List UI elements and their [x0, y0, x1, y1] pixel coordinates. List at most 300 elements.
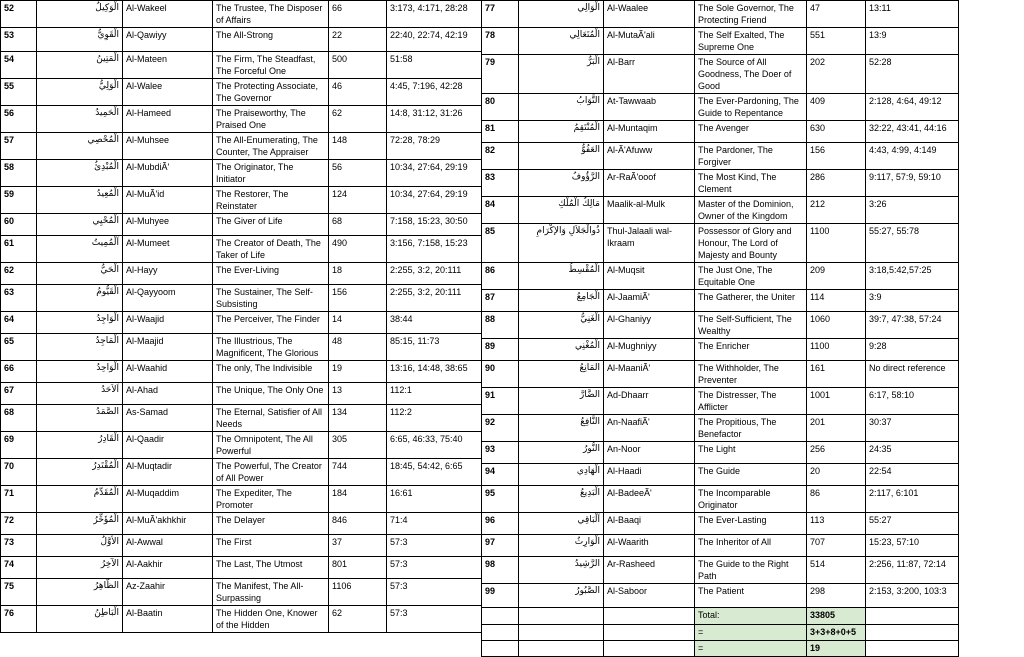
numeric-value: 490	[329, 236, 387, 263]
table-row	[482, 1, 959, 28]
table-row	[1, 459, 482, 486]
quran-references: 4:45, 7:196, 42:28	[387, 79, 482, 106]
transliteration: An-Noor	[604, 442, 695, 464]
transliteration: Ar-Rasheed	[604, 557, 695, 584]
name-number: 52	[1, 1, 37, 28]
table-row	[482, 584, 959, 608]
table-row	[482, 263, 959, 290]
table-row	[1, 579, 482, 606]
arabic-name: الْبَاطِنُ	[37, 606, 123, 633]
table-row	[482, 557, 959, 584]
name-number: 88	[482, 312, 519, 339]
arabic-name: مَالِكُ الْمُلْكِ	[519, 197, 604, 224]
arabic-name: الْحَمِيدُ	[37, 106, 123, 133]
total-value: 3+3+8+0+5	[807, 625, 866, 641]
transliteration: Al-Qayyoom	[123, 285, 213, 312]
meaning: The Omnipotent, The All Powerful	[213, 432, 329, 459]
transliteration: Al-Mumeet	[123, 236, 213, 263]
meaning: The Eternal, Satisfier of All Needs	[213, 405, 329, 432]
name-number: 82	[482, 143, 519, 170]
name-number: 86	[482, 263, 519, 290]
name-number: 74	[1, 557, 37, 579]
quran-references: 57:3	[387, 535, 482, 557]
name-number: 63	[1, 285, 37, 312]
numeric-value: 409	[807, 94, 866, 121]
numeric-value: 846	[329, 513, 387, 535]
table-row	[482, 339, 959, 361]
meaning: The Firm, The Steadfast, The Forceful One	[213, 52, 329, 79]
arabic-name: الْبَدِيعُ	[519, 486, 604, 513]
table-row	[1, 405, 482, 432]
quran-references: 9:117, 57:9, 59:10	[866, 170, 959, 197]
transliteration: Al-Qawiyy	[123, 28, 213, 52]
arabic-name: الْوَاحِدُ	[37, 361, 123, 383]
table-row	[482, 464, 959, 486]
name-number: 55	[1, 79, 37, 106]
transliteration: Al-Ã'Afuww	[604, 143, 695, 170]
numeric-value: 134	[329, 405, 387, 432]
transliteration: Al-Waahid	[123, 361, 213, 383]
meaning: The Gatherer, the Uniter	[695, 290, 807, 312]
table-row	[1, 52, 482, 79]
total-value: 33805	[807, 608, 866, 625]
total-value: 19	[807, 641, 866, 657]
meaning: The Propitious, The Benefactor	[695, 415, 807, 442]
transliteration: Al-Baatin	[123, 606, 213, 633]
numeric-value: 156	[807, 143, 866, 170]
quran-references: 13:11	[866, 1, 959, 28]
table-row	[1, 486, 482, 513]
meaning: The Inheritor of All	[695, 535, 807, 557]
arabic-name: الْحَيُّ	[37, 263, 123, 285]
transliteration: Al-Ahad	[123, 383, 213, 405]
quran-references: 6:17, 58:10	[866, 388, 959, 415]
transliteration: Al-Saboor	[604, 584, 695, 608]
arabic-name: الْوَلِيُّ	[37, 79, 123, 106]
table-row	[482, 415, 959, 442]
transliteration: Ar-RaÃ'ooof	[604, 170, 695, 197]
meaning: The Withholder, The Preventer	[695, 361, 807, 388]
meaning: The Sole Governor, The Protecting Friend	[695, 1, 807, 28]
empty-cell	[866, 608, 959, 625]
meaning: The Ever-Lasting	[695, 513, 807, 535]
meaning: The Powerful, The Creator of All Power	[213, 459, 329, 486]
name-number: 62	[1, 263, 37, 285]
table-row	[482, 361, 959, 388]
arabic-name: الْمُبْدِئُ	[37, 160, 123, 187]
quran-references: 14:8, 31:12, 31:26	[387, 106, 482, 133]
arabic-name: الْمُقْسِطُ	[519, 263, 604, 290]
table-row	[1, 535, 482, 557]
table-row	[1, 513, 482, 535]
name-number: 76	[1, 606, 37, 633]
arabic-name: الظَّاهِرُ	[37, 579, 123, 606]
quran-references: 2:153, 3:200, 103:3	[866, 584, 959, 608]
transliteration: Al-MubdiÃ'	[123, 160, 213, 187]
meaning: The Sustainer, The Self-Subsisting	[213, 285, 329, 312]
quran-references: 3:173, 4:171, 28:28	[387, 1, 482, 28]
numeric-value: 514	[807, 557, 866, 584]
total-row	[482, 641, 959, 657]
name-number: 87	[482, 290, 519, 312]
arabic-name: الْقَوِيُّ	[37, 28, 123, 52]
name-number: 81	[482, 121, 519, 143]
quran-references: 16:61	[387, 486, 482, 513]
transliteration: Al-Waarith	[604, 535, 695, 557]
quran-references: 2:255, 3:2, 20:111	[387, 285, 482, 312]
empty-cell	[519, 608, 604, 625]
name-number: 53	[1, 28, 37, 52]
table-row	[482, 170, 959, 197]
transliteration: Al-Haadi	[604, 464, 695, 486]
name-number: 83	[482, 170, 519, 197]
table-row	[1, 361, 482, 383]
table-row	[482, 513, 959, 535]
name-number: 67	[1, 383, 37, 405]
name-number: 64	[1, 312, 37, 334]
quran-references: 55:27, 55:78	[866, 224, 959, 263]
arabic-name: النَّافِعُ	[519, 415, 604, 442]
name-number: 57	[1, 133, 37, 160]
numeric-value: 1100	[807, 224, 866, 263]
numeric-value: 22	[329, 28, 387, 52]
name-number: 94	[482, 464, 519, 486]
numeric-value: 1100	[807, 339, 866, 361]
transliteration: Al-Ghaniyy	[604, 312, 695, 339]
quran-references: 2:255, 3:2, 20:111	[387, 263, 482, 285]
numeric-value: 630	[807, 121, 866, 143]
meaning: Possessor of Glory and Honour, The Lord of Majesty and Bounty	[695, 224, 807, 263]
transliteration: Al-Mateen	[123, 52, 213, 79]
meaning: Master of the Dominion, Owner of the Kingdom	[695, 197, 807, 224]
table-row	[1, 263, 482, 285]
arabic-name: الْغَنِيُّ	[519, 312, 604, 339]
arabic-name: ذُوالْجَلاَلِ وَالإكْرَامِ	[519, 224, 604, 263]
empty-cell	[482, 608, 519, 625]
total-label: Total:	[695, 608, 807, 625]
numeric-value: 18	[329, 263, 387, 285]
numeric-value: 801	[329, 557, 387, 579]
table-row	[482, 290, 959, 312]
numeric-value: 286	[807, 170, 866, 197]
table-row	[482, 312, 959, 339]
numeric-value: 47	[807, 1, 866, 28]
quran-references: 13:16, 14:48, 38:65	[387, 361, 482, 383]
numeric-value: 62	[329, 106, 387, 133]
transliteration: Al-Muhsee	[123, 133, 213, 160]
table-row	[482, 121, 959, 143]
numeric-value: 20	[807, 464, 866, 486]
meaning: The Ever-Pardoning, The Guide to Repentance	[695, 94, 807, 121]
transliteration: Al-Mughniyy	[604, 339, 695, 361]
transliteration: Al-Hayy	[123, 263, 213, 285]
transliteration: Al-Baaqi	[604, 513, 695, 535]
name-number: 59	[1, 187, 37, 214]
transliteration: Al-Awwal	[123, 535, 213, 557]
quran-references: 2:128, 4:64, 49:12	[866, 94, 959, 121]
name-number: 79	[482, 55, 519, 94]
meaning: The only, The Indivisible	[213, 361, 329, 383]
quran-references: 3:18,5:42,57:25	[866, 263, 959, 290]
quran-references: 10:34, 27:64, 29:19	[387, 160, 482, 187]
name-number: 98	[482, 557, 519, 584]
meaning: The Illustrious, The Magnificent, The Glorious	[213, 334, 329, 361]
arabic-name: الْمُنْتَقِمُ	[519, 121, 604, 143]
empty-cell	[604, 608, 695, 625]
numeric-value: 298	[807, 584, 866, 608]
quran-references: 71:4	[387, 513, 482, 535]
numeric-value: 744	[329, 459, 387, 486]
meaning: The Last, The Utmost	[213, 557, 329, 579]
transliteration: Al-Qaadir	[123, 432, 213, 459]
numeric-value: 19	[329, 361, 387, 383]
table-row	[1, 285, 482, 312]
empty-cell	[604, 625, 695, 641]
numeric-value: 48	[329, 334, 387, 361]
transliteration: Al-BadeeÃ'	[604, 486, 695, 513]
quran-references: 72:28, 78:29	[387, 133, 482, 160]
meaning: The Self-Sufficient, The Wealthy	[695, 312, 807, 339]
transliteration: An-NaafiÃ'	[604, 415, 695, 442]
table-row	[482, 486, 959, 513]
transliteration: Al-MuÃ'id	[123, 187, 213, 214]
quran-references: 112:1	[387, 383, 482, 405]
name-number: 80	[482, 94, 519, 121]
empty-cell	[519, 625, 604, 641]
empty-cell	[866, 625, 959, 641]
table-row	[482, 224, 959, 263]
meaning: The Guide	[695, 464, 807, 486]
arabic-name: الْوَاجِدُ	[37, 312, 123, 334]
meaning: The Source of All Goodness, The Doer of Good	[695, 55, 807, 94]
table-row	[482, 94, 959, 121]
meaning: The Pardoner, The Forgiver	[695, 143, 807, 170]
transliteration: Al-JaamiÃ'	[604, 290, 695, 312]
numeric-value: 1060	[807, 312, 866, 339]
arabic-name: المَانِعُ	[519, 361, 604, 388]
arabic-name: اَلْبَاقِي	[519, 513, 604, 535]
table-row	[1, 79, 482, 106]
transliteration: Ad-Dhaarr	[604, 388, 695, 415]
name-number: 97	[482, 535, 519, 557]
numeric-value: 212	[807, 197, 866, 224]
quran-references: 3:9	[866, 290, 959, 312]
transliteration: Al-Waalee	[604, 1, 695, 28]
table-row	[1, 557, 482, 579]
meaning: The Hidden One, Knower of the Hidden	[213, 606, 329, 633]
quran-references: 32:22, 43:41, 44:16	[866, 121, 959, 143]
meaning: The Originator, The Initiator	[213, 160, 329, 187]
name-number: 91	[482, 388, 519, 415]
meaning: The Expediter, The Promoter	[213, 486, 329, 513]
total-row	[482, 608, 959, 625]
table-row	[1, 106, 482, 133]
quran-references: 22:54	[866, 464, 959, 486]
arabic-name: العَفُوُّ	[519, 143, 604, 170]
meaning: The All-Enumerating, The Counter, The Appraiser	[213, 133, 329, 160]
numeric-value: 256	[807, 442, 866, 464]
numeric-value: 66	[329, 1, 387, 28]
quran-references: 9:28	[866, 339, 959, 361]
quran-references: 30:37	[866, 415, 959, 442]
meaning: The Perceiver, The Finder	[213, 312, 329, 334]
meaning: The Praiseworthy, The Praised One	[213, 106, 329, 133]
arabic-name: الْقَادِرُ	[37, 432, 123, 459]
table-row	[1, 160, 482, 187]
quran-references: 13:9	[866, 28, 959, 55]
transliteration: At-Tawwaab	[604, 94, 695, 121]
table-row	[482, 28, 959, 55]
name-number: 99	[482, 584, 519, 608]
quran-references: 18:45, 54:42, 6:65	[387, 459, 482, 486]
empty-cell	[519, 641, 604, 657]
arabic-name: اَلْمُمِيتُ	[37, 236, 123, 263]
meaning: The Patient	[695, 584, 807, 608]
arabic-name: الصَّمَدُ	[37, 405, 123, 432]
transliteration: Al-Muqaddim	[123, 486, 213, 513]
table-row	[482, 442, 959, 464]
name-number: 68	[1, 405, 37, 432]
numeric-value: 1106	[329, 579, 387, 606]
transliteration: Al-Aakhir	[123, 557, 213, 579]
meaning: The Manifest, The All-Surpassing	[213, 579, 329, 606]
meaning: The All-Strong	[213, 28, 329, 52]
name-number: 93	[482, 442, 519, 464]
quran-references: 24:35	[866, 442, 959, 464]
meaning: The Restorer, The Reinstater	[213, 187, 329, 214]
total-label: =	[695, 641, 807, 657]
name-number: 60	[1, 214, 37, 236]
name-number: 71	[1, 486, 37, 513]
numeric-value: 68	[329, 214, 387, 236]
numeric-value: 707	[807, 535, 866, 557]
arabic-name: الْوَارِثُ	[519, 535, 604, 557]
numeric-value: 37	[329, 535, 387, 557]
quran-references: 38:44	[387, 312, 482, 334]
quran-references: 57:3	[387, 579, 482, 606]
table-row	[1, 133, 482, 160]
name-number: 66	[1, 361, 37, 383]
meaning: The Light	[695, 442, 807, 464]
name-number: 84	[482, 197, 519, 224]
table-row	[1, 1, 482, 28]
transliteration: Al-Barr	[604, 55, 695, 94]
name-number: 58	[1, 160, 37, 187]
name-number: 69	[1, 432, 37, 459]
name-number: 77	[482, 1, 519, 28]
transliteration: Al-Wakeel	[123, 1, 213, 28]
transliteration: Al-Walee	[123, 79, 213, 106]
meaning: The Self Exalted, The Supreme One	[695, 28, 807, 55]
total-row	[482, 625, 959, 641]
transliteration: Al-Muhyee	[123, 214, 213, 236]
arabic-name: الْمُقْتَدِرُ	[37, 459, 123, 486]
numeric-value: 209	[807, 263, 866, 290]
total-label: =	[695, 625, 807, 641]
empty-cell	[482, 641, 519, 657]
numeric-value: 56	[329, 160, 387, 187]
quran-references: 22:40, 22:74, 42:19	[387, 28, 482, 52]
arabic-name: الْوَكِيلُ	[37, 1, 123, 28]
name-number: 65	[1, 334, 37, 361]
names-table-left	[0, 0, 482, 633]
quran-references: 10:34, 27:64, 29:19	[387, 187, 482, 214]
quran-references: 112:2	[387, 405, 482, 432]
name-number: 92	[482, 415, 519, 442]
arabic-name: الْبَرُّ	[519, 55, 604, 94]
arabic-name: الْمُغْنِي	[519, 339, 604, 361]
table-row	[1, 187, 482, 214]
name-number: 54	[1, 52, 37, 79]
transliteration: Al-Hameed	[123, 106, 213, 133]
name-number: 78	[482, 28, 519, 55]
table-row	[482, 197, 959, 224]
transliteration: Thul-Jalaali wal-Ikraam	[604, 224, 695, 263]
transliteration: Al-MutaÃ'ali	[604, 28, 695, 55]
transliteration: Al-MuÃ'akhkhir	[123, 513, 213, 535]
numeric-value: 305	[329, 432, 387, 459]
meaning: The First	[213, 535, 329, 557]
name-number: 85	[482, 224, 519, 263]
table-row	[1, 383, 482, 405]
meaning: The Enricher	[695, 339, 807, 361]
meaning: The Ever-Living	[213, 263, 329, 285]
quran-references: 4:43, 4:99, 4:149	[866, 143, 959, 170]
numeric-value: 124	[329, 187, 387, 214]
names-table-right	[481, 0, 959, 657]
arabic-name: التَّوَابُ	[519, 94, 604, 121]
arabic-name: الْمُحْصِي	[37, 133, 123, 160]
arabic-name: الْهَادِي	[519, 464, 604, 486]
numeric-value: 113	[807, 513, 866, 535]
numeric-value: 86	[807, 486, 866, 513]
quran-references: 52:28	[866, 55, 959, 94]
transliteration: Az-Zaahir	[123, 579, 213, 606]
empty-cell	[482, 625, 519, 641]
meaning: The Incomparable Originator	[695, 486, 807, 513]
table-row	[1, 432, 482, 459]
meaning: The Delayer	[213, 513, 329, 535]
arabic-name: الْمَاجِدُ	[37, 334, 123, 361]
arabic-name: الْمُتَعَالِي	[519, 28, 604, 55]
meaning: The Avenger	[695, 121, 807, 143]
name-number: 90	[482, 361, 519, 388]
quran-references: 55:27	[866, 513, 959, 535]
name-number: 89	[482, 339, 519, 361]
empty-cell	[866, 641, 959, 657]
arabic-name: النُّورُ	[519, 442, 604, 464]
quran-references: 57:3	[387, 606, 482, 633]
arabic-name: الرَّشِيدُ	[519, 557, 604, 584]
numeric-value: 1001	[807, 388, 866, 415]
quran-references: 39:7, 47:38, 57:24	[866, 312, 959, 339]
arabic-name: الْمُعِيدُ	[37, 187, 123, 214]
numeric-value: 13	[329, 383, 387, 405]
table-row	[1, 214, 482, 236]
transliteration: Al-Maajid	[123, 334, 213, 361]
quran-references: 7:158, 15:23, 30:50	[387, 214, 482, 236]
transliteration: Al-Muqtadir	[123, 459, 213, 486]
meaning: The Distresser, The Afflicter	[695, 388, 807, 415]
numeric-value: 184	[329, 486, 387, 513]
meaning: The Trustee, The Disposer of Affairs	[213, 1, 329, 28]
name-number: 56	[1, 106, 37, 133]
quran-references: 15:23, 57:10	[866, 535, 959, 557]
name-number: 73	[1, 535, 37, 557]
table-row	[1, 236, 482, 263]
transliteration: Al-Muntaqim	[604, 121, 695, 143]
name-number: 61	[1, 236, 37, 263]
